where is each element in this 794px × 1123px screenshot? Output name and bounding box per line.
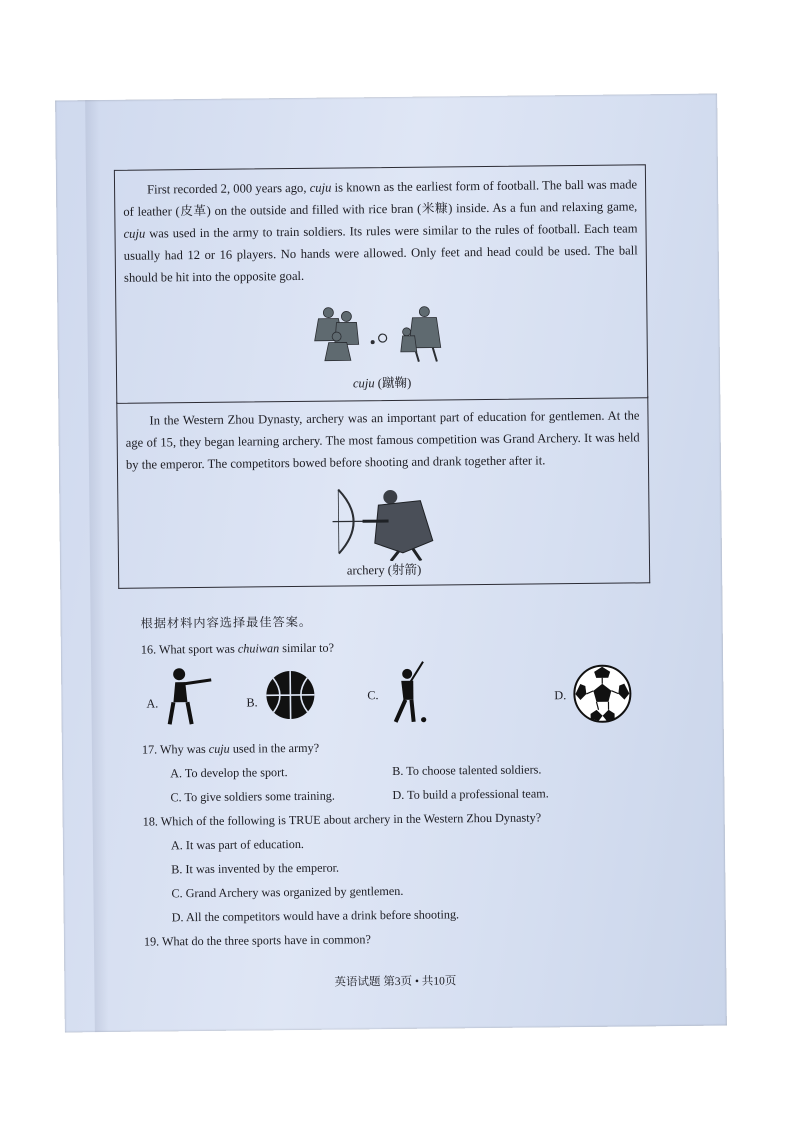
cuju-caption: cuju (蹴鞠): [352, 375, 412, 391]
questions-area: [140, 609, 681, 949]
exam-page: [55, 94, 727, 1033]
archery-caption: archery (射箭): [346, 562, 422, 578]
page-footer: 英语试题 第3页 • 共10页: [334, 975, 457, 989]
q17-option-c[interactable]: C. To give soldiers some training.: [170, 788, 335, 805]
cuju-illustration: [306, 301, 457, 365]
instruction-text: 根据材料内容选择最佳答案。: [140, 614, 313, 631]
question-19: 19. What do the three sports have in common?: [143, 932, 371, 949]
q17-option-d[interactable]: D. To build a professional team.: [392, 786, 549, 802]
archery-illustration: [328, 481, 437, 562]
q17-option-b[interactable]: B. To choose talented soldiers.: [392, 762, 542, 778]
question-16: 16. What sport was chuiwan similar to?: [140, 640, 335, 657]
shooting-icon: [163, 666, 214, 727]
q18-option-a[interactable]: A. It was part of education.: [170, 836, 305, 853]
passage-cuju-text: First recorded 2, 000 years ago, cuju is known as the earliest form of football. The ball was made of leather (皮革) on the outside and filled with rice bran (米糠) inside. As a fun and relaxing game, cuju was used in the army to train soldiers. Its rules were similar to the rules of football. Each team usually had 12 or 16 players. No hands were allowed. Only feet and head could be used. The ball should be hit into the opposite goal.: [123, 177, 638, 285]
passage-cuju-box: [114, 164, 648, 404]
q18-option-d[interactable]: D. All the competitors would have a drink before shooting.: [171, 907, 460, 925]
golf-icon: [387, 660, 432, 726]
page-fold-shadow: [85, 100, 109, 1032]
question-18: 18. Which of the following is TRUE about archery in the Western Zhou Dynasty?: [142, 810, 542, 829]
soccer-ball-icon: [572, 663, 633, 724]
question-17: 17. Why was cuju used in the army?: [141, 740, 320, 757]
question-16-options: A. B. C. D.: [141, 661, 682, 737]
passage-archery-box: [116, 396, 650, 589]
basketball-icon: [264, 669, 317, 722]
passage-archery-text: In the Western Zhou Dynasty, archery was an important part of education for gentlemen. At the age of 15, they began learning archery. The most famous competition was Grand Archery. It was held by the emperor. The competitors bowed before shooting and drank together after it.: [125, 408, 640, 472]
q18-option-b[interactable]: B. It was invented by the emperor.: [171, 860, 340, 877]
q17-option-a[interactable]: A. To develop the sport.: [170, 765, 288, 781]
q18-option-c[interactable]: C. Grand Archery was organized by gentlemen.: [171, 883, 404, 901]
